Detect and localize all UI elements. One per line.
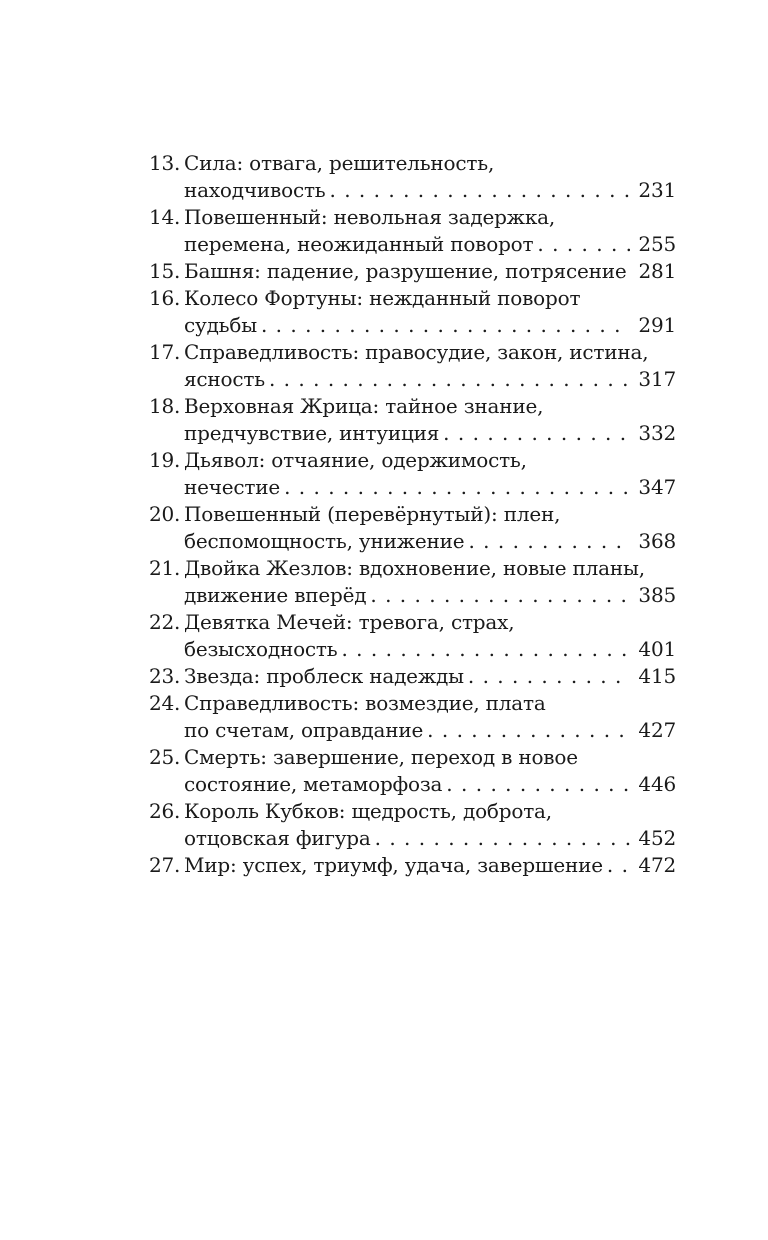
entry-title: Звезда: проблеск надежды (184, 664, 464, 688)
dot-leader (261, 312, 630, 339)
toc-entry-15 (149, 258, 676, 285)
entry-page-number: 472 (638, 853, 676, 877)
entry-title: нечестие (184, 475, 281, 499)
entry-title: Повешенный: невольная задержка, (184, 205, 556, 229)
entry-title: Дьявол: отчаяние, одержимость, (184, 448, 527, 472)
entry-page-number: 281 (638, 259, 677, 283)
dot-leader (330, 177, 631, 204)
entry-page-number: 231 (638, 178, 676, 202)
entry-number: 13. (149, 151, 181, 175)
dot-leader (443, 420, 630, 447)
entry-title: находчивость (184, 178, 326, 202)
entry-title: беспомощность, унижение (184, 529, 465, 553)
toc-entry-22 (149, 609, 676, 663)
dot-leader (427, 717, 630, 744)
entry-number: 18. (149, 394, 181, 418)
entry-number: 23. (149, 664, 181, 688)
entry-page-number: 385 (638, 583, 676, 607)
dot-leader (537, 231, 630, 258)
entry-page-number: 291 (638, 313, 676, 337)
entry-title: Повешенный (перевёрнутый): плен, (184, 502, 561, 526)
entry-title: отцовская фигура (184, 826, 371, 850)
toc-entry-20 (149, 501, 676, 555)
toc-entry-21 (149, 555, 676, 609)
entry-title: ясность (184, 367, 265, 391)
toc-entry-24 (149, 690, 676, 744)
toc-entry-26 (149, 798, 676, 852)
entry-page-number: 255 (638, 232, 676, 256)
entry-title: движение вперёд (184, 583, 367, 607)
entry-title: предчувствие, интуиция (184, 421, 440, 445)
entry-title: Справедливость: правосудие, закон, истина, (184, 340, 649, 364)
entry-title: Мир: успех, триумф, удача, завершение (184, 853, 603, 877)
entry-number: 14. (149, 205, 181, 229)
toc-entry-13 (149, 150, 676, 204)
toc-entry-19 (149, 447, 676, 501)
entry-title: Башня: падение, разрушение, потрясение (184, 259, 627, 283)
entry-page-number: 446 (638, 772, 676, 796)
toc-entry-17 (149, 339, 676, 393)
dot-leader (341, 636, 630, 663)
toc-entry-27 (149, 852, 676, 879)
entry-page-number: 317 (638, 367, 676, 391)
toc-entry-16 (149, 285, 676, 339)
entry-number: 19. (149, 448, 181, 472)
toc-entry-25 (149, 744, 676, 798)
dot-leader (375, 825, 631, 852)
entry-page-number: 401 (638, 637, 676, 661)
dot-leader (269, 366, 630, 393)
entry-title: по счетам, оправдание (184, 718, 424, 742)
toc-entry-23 (149, 663, 676, 690)
dot-leader (370, 582, 630, 609)
entry-page-number: 347 (638, 475, 676, 499)
toc-entry-18 (149, 393, 676, 447)
entry-number: 20. (149, 502, 181, 526)
dot-leader (446, 771, 630, 798)
entry-page-number: 427 (638, 718, 676, 742)
entry-number: 24. (149, 691, 181, 715)
entry-number: 17. (149, 340, 181, 364)
entry-page-number: 415 (638, 664, 676, 688)
dot-leader (284, 474, 630, 501)
entry-title: Девятка Мечей: тревога, страх, (184, 610, 515, 634)
entry-title: Колесо Фортуны: нежданный поворот (184, 286, 581, 310)
entry-title: перемена, неожиданный поворот (184, 232, 534, 256)
entry-number: 21. (149, 556, 181, 580)
entry-page-number: 332 (638, 421, 676, 445)
entry-number: 16. (149, 286, 181, 310)
entry-title: судьбы (184, 313, 257, 337)
dot-leader (468, 663, 631, 690)
entry-title: Смерть: завершение, переход в новое (184, 745, 578, 769)
dot-leader (468, 528, 630, 555)
entry-number: 15. (149, 259, 181, 283)
entry-title: состояние, метаморфоза (184, 772, 443, 796)
table-of-contents (149, 150, 676, 879)
entry-title: Король Кубков: щедрость, доброта, (184, 799, 552, 823)
entry-number: 27. (149, 853, 181, 877)
entry-title: Сила: отвага, решительность, (184, 151, 495, 175)
entry-number: 25. (149, 745, 181, 769)
entry-title: безысходность (184, 637, 338, 661)
entry-page-number: 368 (638, 529, 676, 553)
entry-number: 26. (149, 799, 181, 823)
entry-page-number: 452 (638, 826, 676, 850)
entry-title: Двойка Жезлов: вдохновение, новые планы, (184, 556, 645, 580)
dot-leader (607, 852, 631, 879)
entry-number: 22. (149, 610, 181, 634)
toc-entry-14 (149, 204, 676, 258)
entry-title: Справедливость: возмездие, плата (184, 691, 546, 715)
entry-title: Верховная Жрица: тайное знание, (184, 394, 544, 418)
